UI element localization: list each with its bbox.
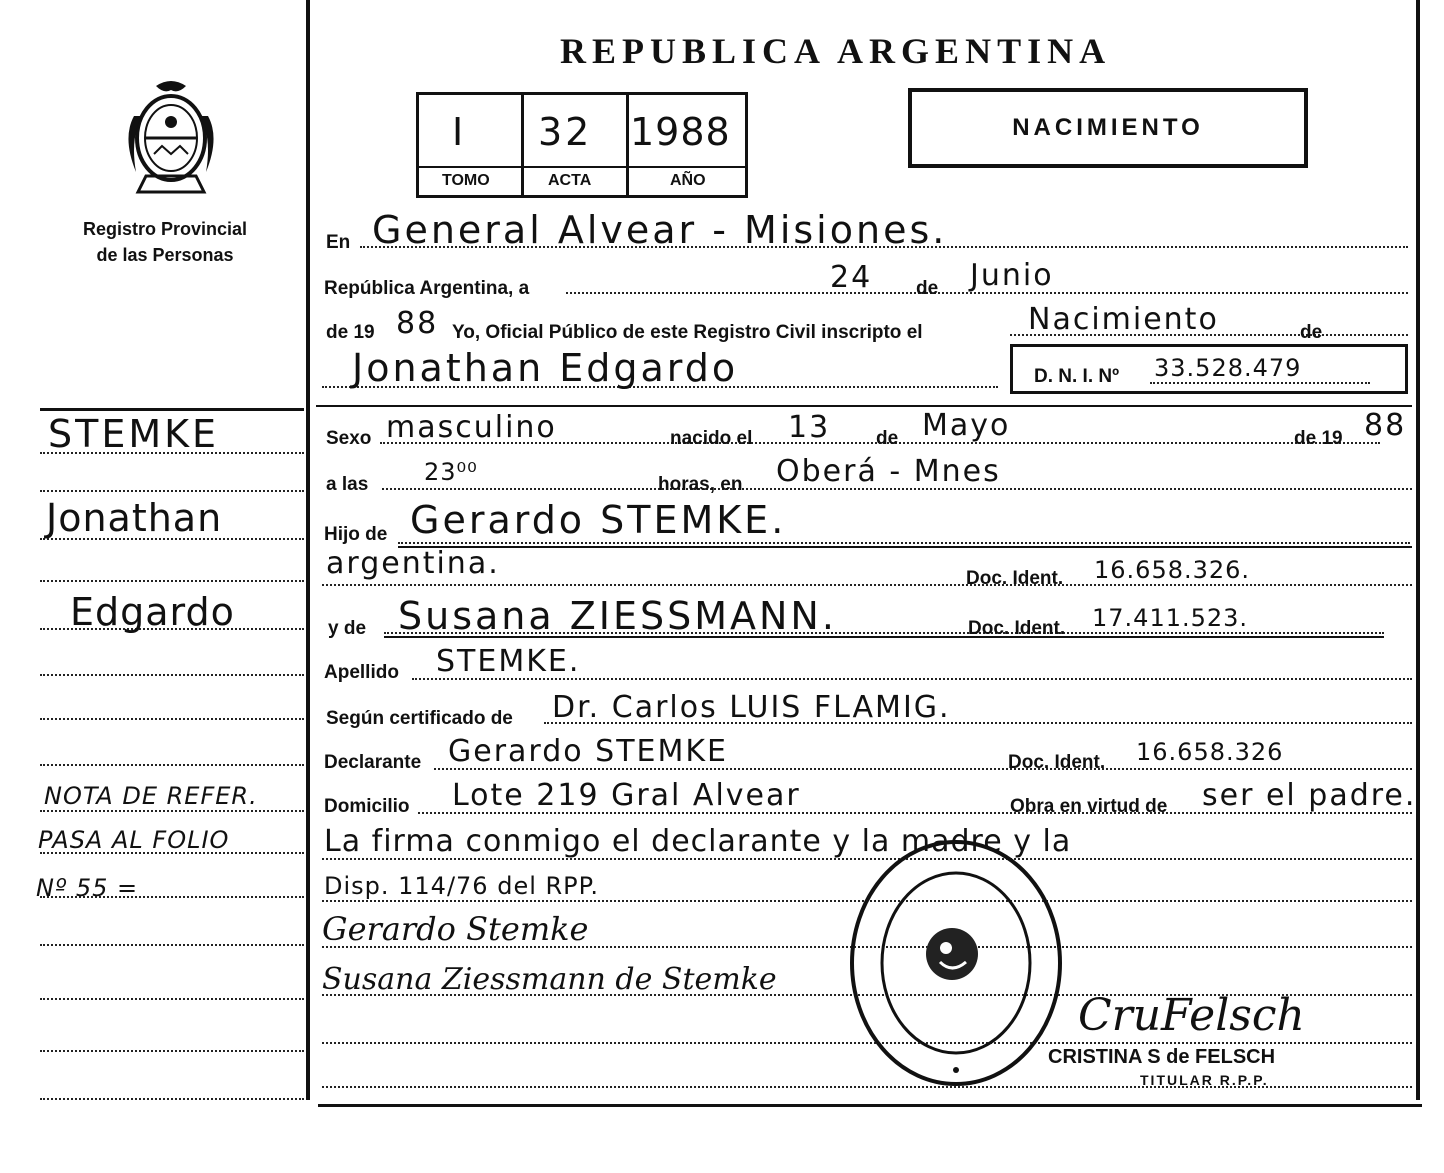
- margin-line-14: [40, 1050, 304, 1052]
- officer-signature: CruFelsch: [1078, 990, 1305, 1041]
- label-doc-ident-padre: Doc. Ident.: [966, 568, 1064, 589]
- right-page-border: [1416, 0, 1420, 1100]
- officer-name: CRISTINA S de FELSCH: [1048, 1046, 1276, 1068]
- value-declarante: Gerardo STEMKE: [448, 734, 728, 769]
- label-domicilio: Domicilio: [324, 796, 410, 817]
- margin-top-rule: [40, 408, 304, 411]
- label-de19: de 19: [1294, 428, 1343, 449]
- margin-note-3: Nº 55 =: [36, 874, 139, 902]
- value-mes: Junio: [970, 258, 1054, 293]
- margin-line-12: [40, 944, 304, 946]
- line-nacionalidad: [322, 584, 1412, 586]
- margin-line-13: [40, 998, 304, 1000]
- margin-surname: STEMKE: [48, 412, 220, 456]
- label-de-after: de: [1300, 322, 1323, 343]
- value-dia: 24: [830, 260, 873, 295]
- value-inscripto: Nacimiento: [1028, 302, 1219, 337]
- form-separator-rule: [316, 405, 1412, 407]
- label-obra: Obra en virtud de: [1010, 796, 1168, 817]
- margin-line-6: [40, 674, 304, 676]
- acta-label: ACTA: [548, 172, 592, 189]
- registry-name: [40, 216, 290, 268]
- label-doc-ident-declarante: Doc. Ident.: [1008, 752, 1106, 773]
- label-nacido-el: nacido el: [670, 428, 753, 449]
- signature-mother: Susana Ziessmann de Stemke: [322, 962, 777, 997]
- parent-rule: [398, 546, 1412, 548]
- document-type: NACIMIENTO: [1012, 114, 1204, 141]
- label-declarante: Declarante: [324, 752, 422, 773]
- value-madre: Susana ZIESSMANN.: [398, 594, 837, 638]
- value-apellido: STEMKE.: [436, 644, 581, 679]
- margin-line-2: [40, 490, 304, 492]
- label-oficial: Yo, Oficial Público de este Registro Civil inscripto el: [452, 322, 923, 343]
- value-padre-nac: argentina.: [326, 546, 500, 581]
- coat-of-arms-icon: [116, 76, 226, 200]
- tomo-label: TOMO: [442, 172, 490, 189]
- label-sexo: Sexo: [326, 428, 372, 449]
- label-horas-en: horas, en: [658, 474, 743, 495]
- label-hijo-de: Hijo de: [324, 524, 388, 545]
- margin-line-8: [40, 764, 304, 766]
- value-hora: 23⁰⁰: [424, 458, 478, 486]
- document-type-box: [908, 88, 1308, 168]
- label-a-las: a las: [326, 474, 369, 495]
- value-domicilio: Lote 219 Gral Alvear: [452, 778, 801, 813]
- value-observaciones-2: Disp. 114/76 del RPP.: [324, 872, 600, 900]
- form-bottom-rule: [318, 1104, 1422, 1107]
- value-nac-mes: Mayo: [922, 408, 1011, 443]
- registry-seal-icon: [848, 838, 1064, 1088]
- margin-line-7: [40, 718, 304, 720]
- page-title: REPUBLICA ARGENTINA: [560, 31, 1112, 71]
- label-de-mes: de: [916, 278, 939, 299]
- value-lugar: General Alvear - Misiones.: [372, 208, 948, 252]
- margin-note-2: PASA AL FOLIO: [38, 826, 230, 854]
- margin-line-9: [40, 810, 304, 812]
- margin-name-1: Jonathan: [46, 496, 223, 540]
- value-observaciones-1: La firma conmigo el declarante y la madre y la: [324, 824, 1072, 859]
- tomo-value: I: [452, 110, 467, 154]
- officer-title: TITULAR R.P.P.: [1140, 1072, 1269, 1088]
- label-y-de: y de: [328, 618, 367, 639]
- label-doc-ident-madre: Doc. Ident.: [968, 618, 1066, 639]
- value-certificado: Dr. Carlos LUIS FLAMIG.: [552, 690, 951, 725]
- left-column-divider: [306, 0, 310, 1100]
- label-republica: República Argentina, a: [324, 278, 530, 299]
- anio-value: 1988: [630, 110, 731, 154]
- value-madre-doc: 17.411.523.: [1092, 604, 1249, 632]
- label-dni: D. N. I. Nº: [1034, 366, 1120, 387]
- value-obra: ser el padre.: [1202, 778, 1417, 813]
- label-apellido: Apellido: [324, 662, 399, 683]
- value-sexo: masculino: [386, 410, 557, 445]
- acta-value: 32: [538, 110, 593, 154]
- label-de-anio: de 19: [326, 322, 375, 343]
- value-nombre: Jonathan Edgardo: [352, 346, 739, 390]
- margin-line-4: [40, 580, 304, 582]
- registry-line-1: Registro Provincial: [82, 219, 248, 239]
- value-padre-doc: 16.658.326.: [1094, 556, 1251, 584]
- value-lugar-nac: Oberá - Mnes: [776, 454, 1001, 489]
- value-declarante-doc: 16.658.326: [1136, 738, 1284, 766]
- cell-caption-rule: [418, 166, 746, 168]
- value-padre: Gerardo STEMKE.: [410, 498, 787, 542]
- value-nac-anio: 88: [1364, 408, 1407, 443]
- margin-note-1: NOTA DE REFER.: [44, 782, 258, 810]
- margin-line-15: [40, 1098, 304, 1100]
- line-hijo: [398, 542, 1410, 544]
- value-nac-dia: 13: [788, 410, 831, 445]
- registry-line-2: de las Personas: [96, 245, 234, 265]
- signature-father: Gerardo Stemke: [322, 910, 589, 948]
- margin-name-2: Edgardo: [70, 590, 235, 634]
- label-segun: Según certificado de: [326, 708, 513, 729]
- value-anio-suffix: 88: [396, 306, 439, 341]
- anio-label: AÑO: [670, 172, 706, 189]
- label-en: En: [326, 232, 351, 253]
- label-de-nac-mes: de: [876, 428, 899, 449]
- value-dni: 33.528.479: [1154, 354, 1302, 382]
